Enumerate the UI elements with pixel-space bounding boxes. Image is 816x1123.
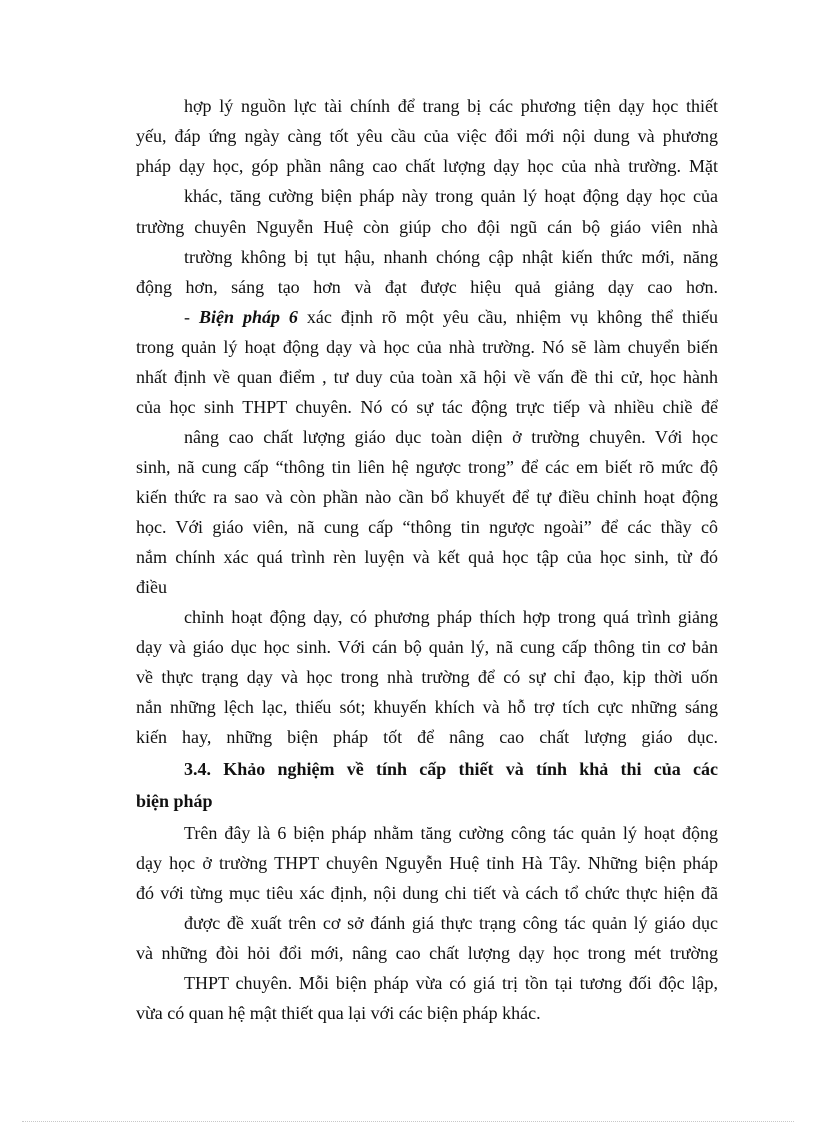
text-line: yếu, đáp ứng ngày càng tốt yêu cầu của việc đổi mới nội dung và phương [136,126,718,146]
text-line: vừa có quan hệ mật thiết qua lại với các biện pháp khác. [136,1003,541,1023]
bien-phap-6-label: Biện pháp 6 [198,307,298,327]
text-line: pháp dạy học, góp phần nâng cao chất lượng dạy học của nhà trường. Mặt [136,156,718,176]
text-line: và những đòi hỏi đổi mới, nâng cao chất lượng dạy học trong mét trường [136,943,718,963]
text-line: nâng cao chất lượng giáo dục toàn diện ở trường chuyên. Với học [184,427,718,447]
text-line: kiến hay, những biện pháp tốt để nâng cao chất lượng giáo dục. [136,727,718,747]
text-line: trường chuyên Nguyễn Huệ còn giúp cho đội ngũ cán bộ giáo viên nhà [136,217,718,237]
text-line: trường không bị tụt hậu, nhanh chóng cập nhật kiến thức mới, năng [184,247,718,267]
text-line: nắn những lệch lạc, thiếu sót; khuyến khích và hỗ trợ tích cực những sáng [136,697,718,717]
text-line: điều [136,577,167,597]
text-line: về thực trạng dạy và học trong nhà trường để có sự chỉ đạo, kịp thời uốn [136,667,718,687]
text-line: kiến thức ra sao và còn phần nào cần bổ khuyết để tự điều chỉnh hoạt động [136,487,718,507]
text-line: sinh, nã cung cấp “thông tin liên hệ ngược trong” để các em biết rõ mức độ [136,457,718,477]
text-line: khác, tăng cường biện pháp này trong quản lý hoạt động dạy học của [184,186,718,206]
text-line: động hơn, sáng tạo hơn và đạt được hiệu quả giảng dạy cao hơn. [136,277,718,297]
section-heading-cont: biện pháp [136,791,213,811]
text-line: dạy học ở trường THPT chuyên Nguyễn Huệ tỉnh Hà Tây. Những biện pháp [136,853,718,873]
text-line: được đề xuất trên cơ sở đánh giá thực trạng công tác quản lý giáo dục [184,913,718,933]
text-line: trong quản lý hoạt động dạy và học của nhà trường. Nó sẽ làm chuyển biến [136,337,718,357]
text-line: chỉnh hoạt động dạy, có phương pháp thích hợp trong quá trình giảng [184,607,718,627]
bien-phap-6-line [184,306,718,328]
text-line: của học sinh THPT chuyên. Nó có sự tác động trực tiếp và nhiều chiề để [136,397,718,417]
section-heading: 3.4. Khảo nghiệm về tính cấp thiết và tính khả thi của các [184,759,718,779]
text-line: THPT chuyên. Mỗi biện pháp vừa có giá trị tồn tại tương đối độc lập, [184,973,718,993]
text-line: nhất định về quan điểm , tư duy của toàn xã hội về vấn đề thi cử, học hành [136,367,718,387]
text-line: đó với từng mục tiêu xác định, nội dung chi tiết và cách tổ chức thực hiện đã [136,883,718,903]
text-line: Trên đây là 6 biện pháp nhằm tăng cường công tác quản lý hoạt động [184,823,718,843]
text-line: dạy và giáo dục học sinh. Với cán bộ quản lý, nã cung cấp thông tin cơ bản [136,637,718,657]
bullet-dash: - [184,307,199,327]
text-line: xác định rõ một yêu cầu, nhiệm vụ không thể thiếu [306,307,718,327]
page-bottom-divider [22,1121,794,1122]
text-line: nắm chính xác quá trình rèn luyện và kết quả học tập của học sinh, từ đó [136,547,718,567]
text-line: học. Với giáo viên, nã cung cấp “thông tin ngược ngoài” để các thầy cô [136,517,718,537]
text-line: hợp lý nguồn lực tài chính để trang bị các phương tiện dạy học thiết [184,96,718,116]
